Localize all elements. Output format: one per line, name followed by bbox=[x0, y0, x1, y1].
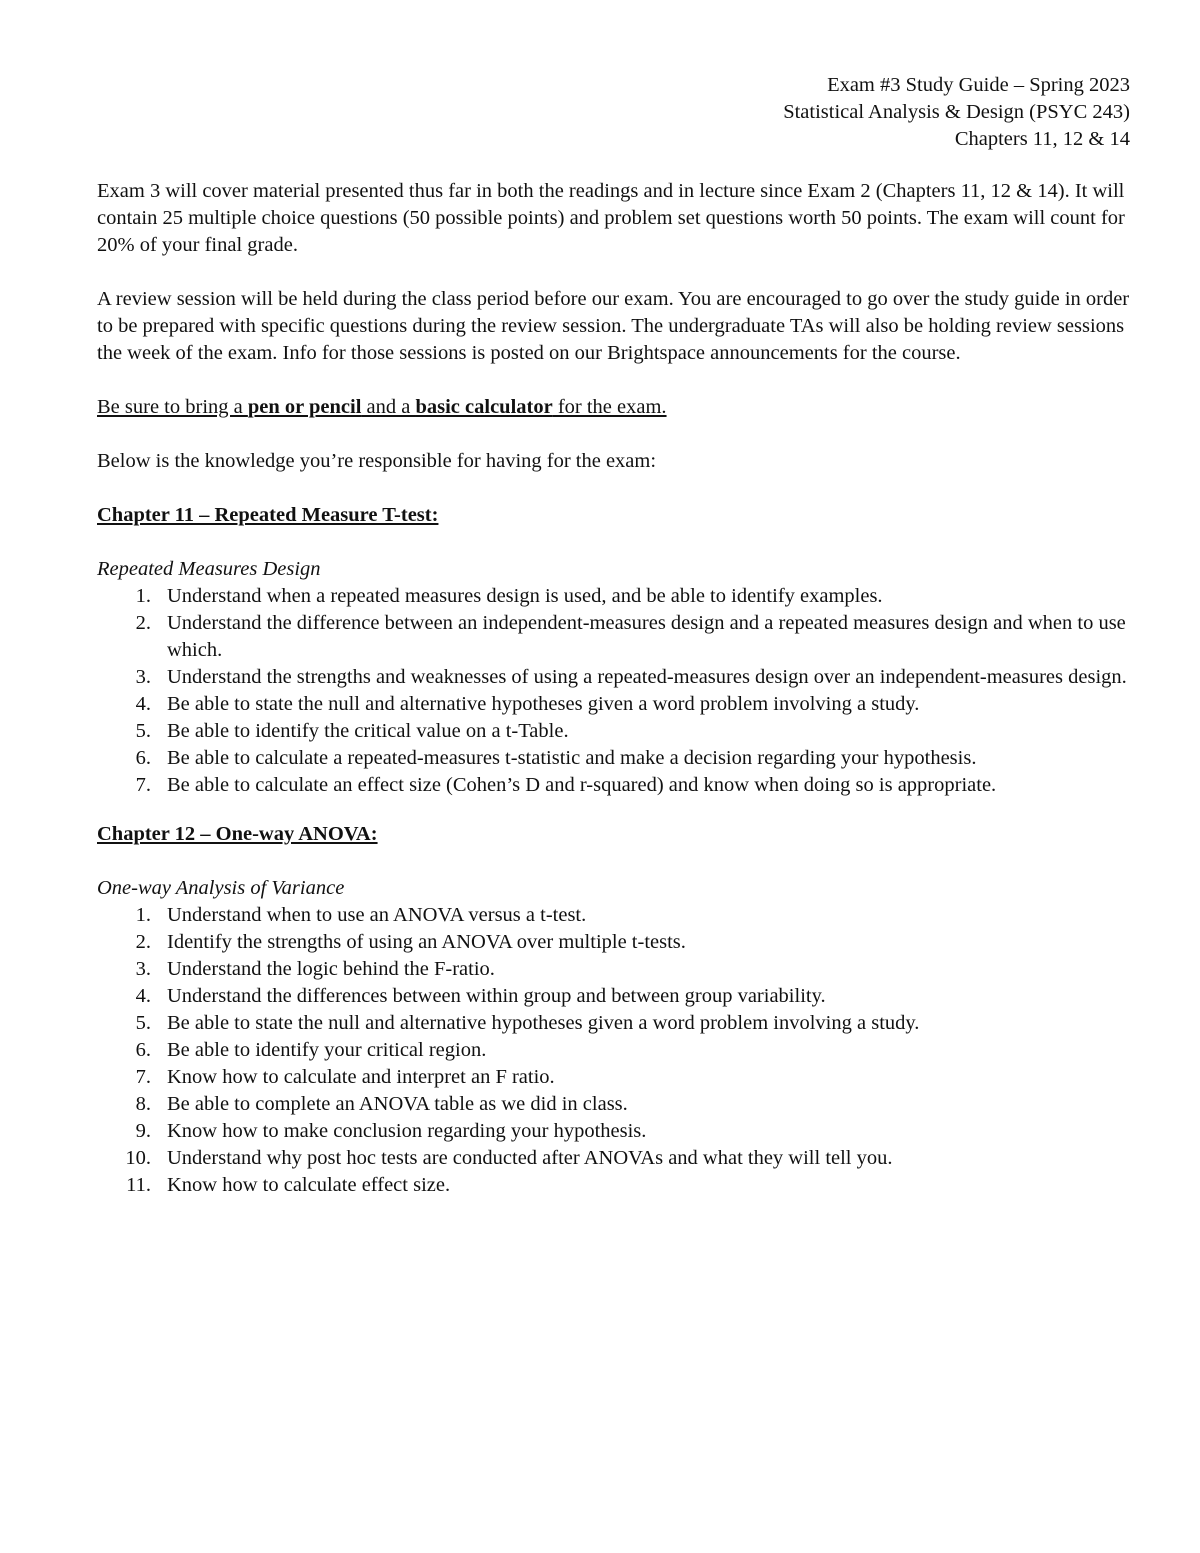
list-item bbox=[97, 902, 1137, 929]
list-item-number: 5. bbox=[135, 1012, 151, 1034]
list-item bbox=[97, 1010, 1137, 1037]
list-item bbox=[97, 956, 1137, 983]
knowledge-intro: Below is the knowledge you’re responsible for having for the exam: bbox=[97, 450, 657, 472]
list-item-number: 3. bbox=[135, 666, 151, 688]
section-heading-chapter-12: Chapter 12 – One-way ANOVA: bbox=[97, 823, 378, 845]
list-item bbox=[97, 691, 1137, 718]
bring-calculator: basic calculator bbox=[415, 396, 553, 418]
chapter-11-list bbox=[97, 583, 1137, 799]
list-item-text: Be able to identify your critical region. bbox=[167, 1039, 487, 1061]
list-item-text: Understand the difference between an independent-measures design and a repeated measures design and when to use which. bbox=[167, 612, 1126, 661]
section-heading-chapter-11: Chapter 11 – Repeated Measure T-test: bbox=[97, 504, 439, 526]
list-item bbox=[97, 745, 1137, 772]
header-chapters: Chapters 11, 12 & 14 bbox=[954, 128, 1130, 150]
document-body bbox=[97, 178, 1137, 1226]
list-item bbox=[97, 664, 1137, 691]
list-item-number: 4. bbox=[135, 693, 151, 715]
list-item-text: Identify the strengths of using an ANOVA over multiple t-tests. bbox=[167, 931, 686, 953]
list-item bbox=[97, 1172, 1137, 1199]
list-item-number: 10. bbox=[125, 1147, 151, 1169]
chapter-12-list bbox=[97, 902, 1137, 1199]
list-item-text: Understand why post hoc tests are conducted after ANOVAs and what they will tell you. bbox=[167, 1147, 893, 1169]
list-item bbox=[97, 610, 1137, 664]
list-item-text: Understand when to use an ANOVA versus a t-test. bbox=[167, 904, 587, 926]
list-item-text: Know how to calculate effect size. bbox=[167, 1174, 451, 1196]
section-subheading-chapter-12: One-way Analysis of Variance bbox=[97, 877, 345, 899]
bring-pen-pencil: pen or pencil bbox=[247, 396, 362, 418]
list-item-text: Be able to calculate a repeated-measures t-statistic and make a decision regarding your hypothesis. bbox=[167, 747, 977, 769]
list-item-text: Be able to calculate an effect size (Cohen’s D and r-squared) and know when doing so is appropriate. bbox=[167, 774, 997, 796]
list-item-number: 6. bbox=[135, 1039, 151, 1061]
bring-text-1: Be sure to bring a bbox=[97, 396, 248, 418]
list-item bbox=[97, 583, 1137, 610]
bring-reminder bbox=[97, 394, 1137, 421]
review-paragraph: A review session will be held during the class period before our exam. You are encouraged to go over the study guide in order to be prepared with specific questions during the review session. The undergraduate TAs will also be holding review sessions the week of the exam. Info for those sessions is posted on our Brightspace announcements for the course. bbox=[97, 288, 1130, 364]
list-item-text: Know how to make conclusion regarding your hypothesis. bbox=[167, 1120, 647, 1142]
list-item-number: 2. bbox=[135, 612, 151, 634]
list-item-number: 6. bbox=[135, 747, 151, 769]
list-item bbox=[97, 929, 1137, 956]
list-item-text: Know how to calculate and interpret an F ratio. bbox=[167, 1066, 555, 1088]
list-item-number: 3. bbox=[135, 958, 151, 980]
header-course: Statistical Analysis & Design (PSYC 243) bbox=[783, 101, 1130, 123]
list-item bbox=[97, 983, 1137, 1010]
list-item-number: 7. bbox=[135, 1066, 151, 1088]
list-item bbox=[97, 1064, 1137, 1091]
bring-text-2: and a bbox=[361, 396, 416, 418]
list-item bbox=[97, 772, 1137, 799]
list-item-text: Be able to state the null and alternative hypotheses given a word problem involving a study. bbox=[167, 693, 920, 715]
list-item-number: 5. bbox=[135, 720, 151, 742]
list-item-number: 2. bbox=[135, 931, 151, 953]
bring-text-3: for the exam. bbox=[552, 396, 667, 418]
list-item bbox=[97, 1091, 1137, 1118]
list-item-text: Understand when a repeated measures design is used, and be able to identify examples. bbox=[167, 585, 883, 607]
document-header bbox=[430, 72, 1130, 153]
list-item-text: Understand the logic behind the F-ratio. bbox=[167, 958, 495, 980]
list-item-text: Be able to state the null and alternative hypotheses given a word problem involving a study. bbox=[167, 1012, 920, 1034]
list-item-number: 4. bbox=[135, 985, 151, 1007]
list-item-number: 1. bbox=[135, 904, 151, 926]
list-item bbox=[97, 1145, 1137, 1172]
list-item bbox=[97, 1037, 1137, 1064]
list-item-text: Understand the strengths and weaknesses of using a repeated-measures design over an independent-measures design. bbox=[167, 666, 1127, 688]
list-item-number: 11. bbox=[126, 1174, 151, 1196]
list-item-number: 8. bbox=[135, 1093, 151, 1115]
list-item-number: 1. bbox=[135, 585, 151, 607]
list-item bbox=[97, 1118, 1137, 1145]
list-item-number: 9. bbox=[135, 1120, 151, 1142]
section-subheading-chapter-11: Repeated Measures Design bbox=[97, 558, 321, 580]
list-item-text: Understand the differences between within group and between group variability. bbox=[167, 985, 826, 1007]
header-title: Exam #3 Study Guide – Spring 2023 bbox=[827, 74, 1130, 96]
intro-paragraph: Exam 3 will cover material presented thus far in both the readings and in lecture since Exam 2 (Chapters 11, 12 & 14). It will contain 25 multiple choice questions (50 possible points) and problem set questions worth 50 points. The exam will count for 20% of your final grade. bbox=[97, 180, 1125, 256]
list-item-text: Be able to complete an ANOVA table as we did in class. bbox=[167, 1093, 628, 1115]
list-item-number: 7. bbox=[135, 774, 151, 796]
list-item bbox=[97, 718, 1137, 745]
list-item-text: Be able to identify the critical value on a t-Table. bbox=[167, 720, 569, 742]
